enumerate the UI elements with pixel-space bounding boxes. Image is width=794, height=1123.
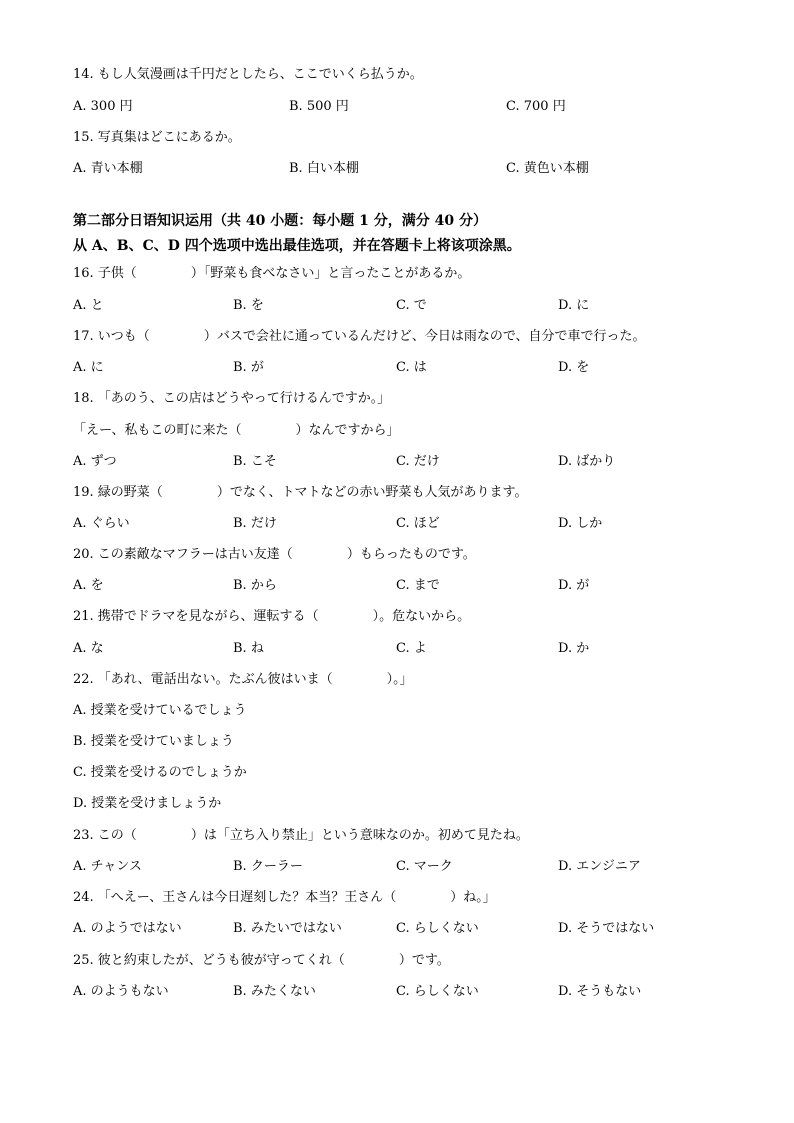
option-a: A. ずつ [73,454,117,469]
question-23-options [73,858,723,876]
option-b: B. みたくない [233,984,316,999]
question-22: 22. 「あれ、電話出ない。たぶん彼はいま（ ）。」 [73,672,413,687]
question-22-option-a: A. 授業を受けているでしょう [73,703,247,718]
option-c: C. まで [396,578,440,593]
option-d: D. が [558,578,590,593]
option-a: A. のようもない [73,984,169,999]
option-d: D. を [558,360,590,375]
option-a: A. と [73,298,104,313]
option-d: D. エンジニア [558,859,641,874]
option-a: A. に [73,360,104,375]
question-18-options [73,453,723,471]
question-20: 20. この素敵なマフラーは古い友達（ ）もらったものです。 [73,547,476,562]
option-d: D. か [558,641,590,656]
option-c: C. よ [396,641,427,656]
question-22-option-b: B. 授業を受けていましょう [73,734,234,749]
section-title: 第二部分日语知识运用（共 40 小题：每小题 1 分，满分 40 分） [73,213,487,229]
option-a: A. ぐらい [73,516,130,531]
question-21-options [73,640,723,658]
section-instruction: 从 A、B、C、D 四个选项中选出最佳选项，并在答题卡上将该项涂黑。 [73,238,521,254]
option-b: B. みたいではない [233,921,342,936]
option-d: D. ばかり [558,454,616,469]
option-d: D. しか [558,516,603,531]
question-21: 21. 携帯でドラマを見ながら、運転する（ ）。危ないから。 [73,609,471,624]
option-c: C. 黄色い本棚 [506,161,589,176]
option-c: C. らしくない [396,984,479,999]
question-22-option-c: C. 授業を受けるのでしょうか [73,765,247,780]
option-b: B. 500 円 [289,99,349,114]
question-16: 16. 子供（ ）「野菜も食べなさい」と言ったことがあるか。 [73,266,471,281]
question-20-options [73,577,723,595]
option-d: D. そうではない [558,921,655,936]
question-14: 14. もし人気漫画は千円だとしたら、ここでいくら払うか。 [73,67,423,82]
option-a: A. 300 円 [73,99,133,114]
question-17: 17. いつも（ ）バスで会社に通っているんだけど、今日は雨なので、自分で車で行った。 [73,329,646,344]
question-23: 23. この（ ）は「立ち入り禁止」という意味なのか。初めて見たね。 [73,828,529,843]
question-18-reply: 「えー、私もこの町に来た（ ）なんですから」 [73,423,400,438]
option-b: B. を [233,298,264,313]
option-c: C. マーク [396,859,453,874]
option-c: C. ほど [396,516,440,531]
option-c: C. らしくない [396,921,479,936]
question-15: 15. 写真集はどこにあるか。 [73,130,241,145]
option-b: B. から [233,578,277,593]
option-a: A. のようではない [73,921,182,936]
option-d: D. そうもない [558,984,642,999]
question-25: 25. 彼と約束したが、どうも彼が守ってくれ（ ）です。 [73,953,450,968]
option-d: D. に [558,298,590,313]
question-19: 19. 緑の野菜（ ）でなく、トマトなどの赤い野菜も人気があります。 [73,485,528,500]
question-24-options [73,920,723,938]
option-a: A. を [73,578,104,593]
option-c: C. 700 円 [506,99,566,114]
question-24: 24. 「へえー、王さんは今日遅刻した？本当？王さん（ ）ね。」 [73,890,496,905]
option-b: B. 白い本棚 [289,161,359,176]
option-a: A. な [73,641,104,656]
question-22-option-d: D. 授業を受けましょうか [73,796,222,811]
option-b: B. が [233,360,264,375]
option-c: C. は [396,360,427,375]
option-a: A. 青い本棚 [73,161,143,176]
option-b: B. だけ [233,516,277,531]
option-c: C. だけ [396,454,440,469]
option-b: B. ね [233,641,264,656]
question-25-options [73,983,723,1001]
option-a: A. チャンス [73,859,142,874]
question-14-options [73,98,723,116]
option-b: B. こそ [233,454,277,469]
option-c: C. で [396,298,427,313]
question-15-options [73,160,723,178]
question-19-options [73,515,723,533]
question-17-options [73,359,723,377]
question-18: 18. 「あのう、この店はどうやって行けるんですか。」 [73,391,391,406]
question-16-options [73,297,723,315]
option-b: B. クーラー [233,859,303,874]
